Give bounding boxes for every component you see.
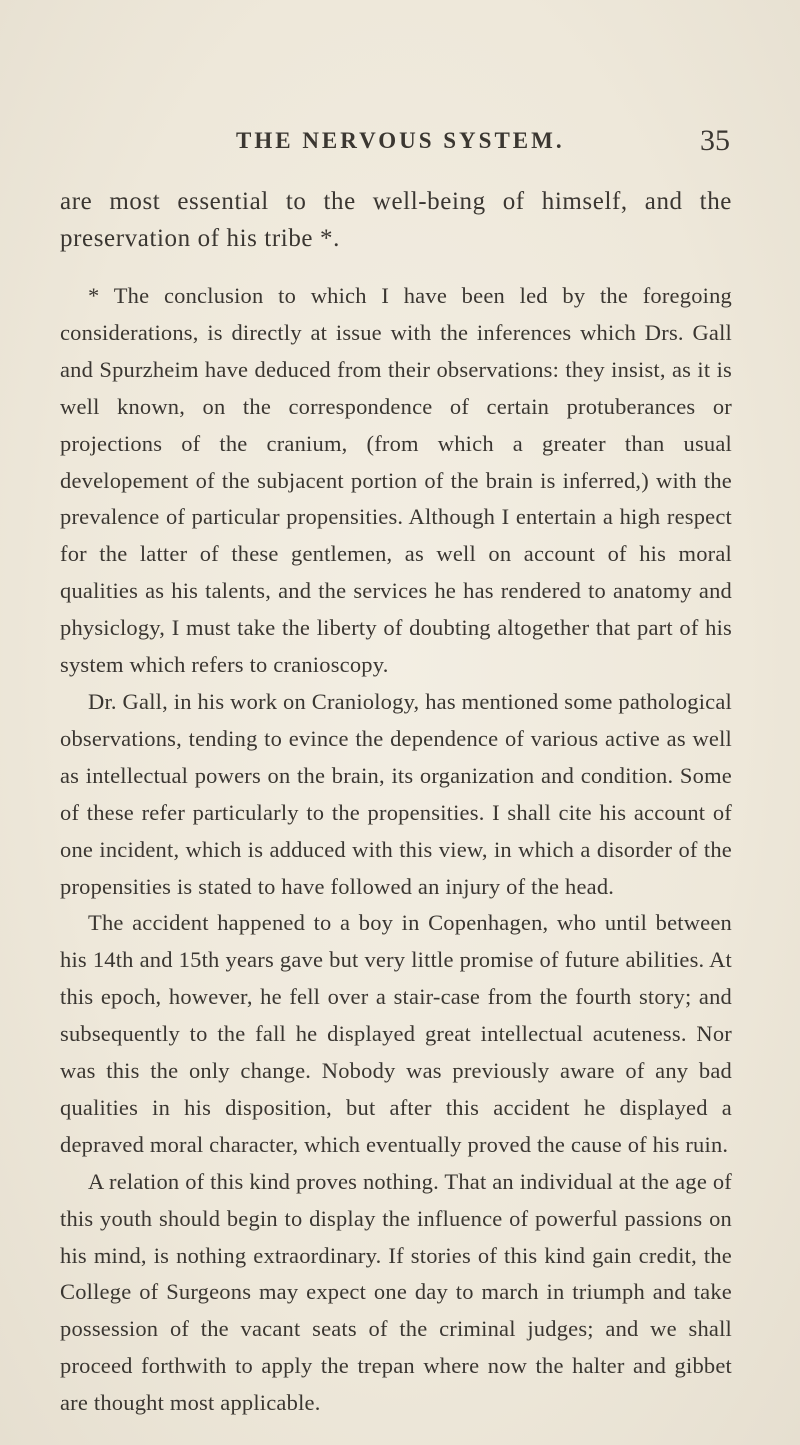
running-head [60,124,730,168]
footnote-paragraph: A relation of this kind proves nothing. That an individual at the age of this youth should begin to display the influence of powerful passions on his mind, is nothing extraordinary. If stories of this kind gain credit, the College of Surgeons may expect one day to march in triumph and take possession of the vacant seats of the criminal judges; and we shall proceed forthwith to apply the trepan where now the halter and gibbet are thought most applicable. [60,1168,732,1416]
main-paragraph: are most essential to the well-being of himself, and the preservation of his tribe *. [60,188,732,252]
text-block [60,183,732,1422]
footnote-paragraph: * The conclusion to which I have been led by the foregoing considerations, is directly at issue with the inferences which Drs. Gall and Spurzheim have deduced from their observations: they insist, as it is well known, on the correspondence of certain protuberances or projections of the cranium, (from which a greater than usual developement of the subjacent portion of the brain is inferred,) with the prevalence of particular propensities. Although I entertain a high respect for the latter of these gentlemen, as well on account of his moral qualities as his talents, and the services he has rendered to anatomy and physiclogy, I must take the liberty of doubting altogether that part of his system which refers to cranioscopy. [60,283,732,678]
page-number: 35 [700,124,730,157]
footnote-paragraph: Dr. Gall, in his work on Craniology, has mentioned some pathological observations, tending to evince the dependence of various active as well as intellectual powers on the brain, its organization and condition. Some of these refer particularly to the propensities. I shall cite his account of one incident, which is adduced with this view, in which a disorder of the propensities is stated to have followed an injury of the head. [60,688,732,899]
running-title: THE NERVOUS SYSTEM. [236,128,565,153]
footnote-paragraph: The accident happened to a boy in Copenhagen, who until between his 14th and 15th years gave but very little promise of future abilities. At this epoch, however, he fell over a stair-case from the fourth story; and subsequently to the fall he displayed great intellectual acuteness. Nor was this the only change. Nobody was previously aware of any bad qualities in his disposition, but after this accident he displayed a depraved moral character, which eventually proved the cause of his ruin. [60,910,732,1157]
